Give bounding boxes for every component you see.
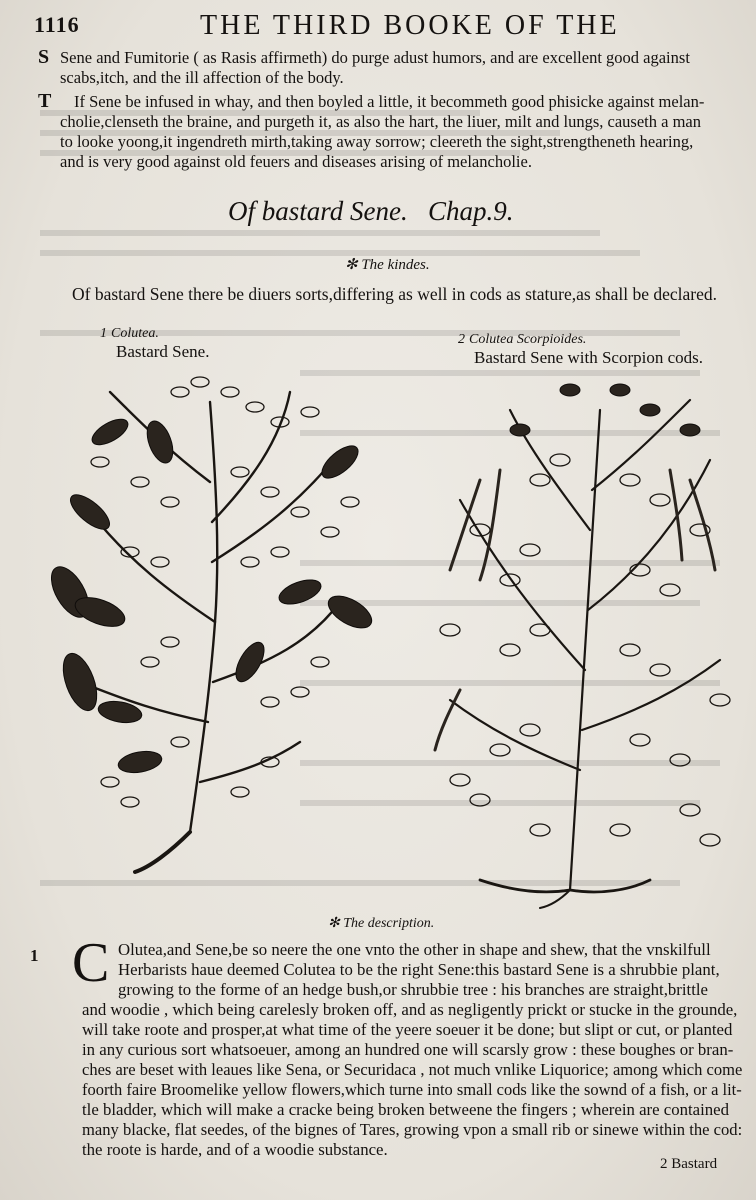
description-line: many blacke, flat seedes, of the bignes of Tares, growing vpon a small rib or sinewe within the cod: [82, 1120, 743, 1139]
description-line: tle bladder, which will make a cracke being broken betweene the fingers ; wherein are contained [82, 1100, 729, 1119]
margin-letter-t: T [38, 90, 52, 112]
asterisk-icon: ✻ [345, 257, 358, 273]
figure-1-latin: Colutea. [111, 326, 159, 341]
description-line: in any curious sort whatsoeuer, among an hundred one will scarsly grow : these boughes or bran- [82, 1040, 734, 1059]
page-number: 1116 [34, 12, 80, 37]
figure-2-number: 2 [458, 332, 465, 347]
drop-cap: C [72, 932, 110, 994]
figure-1-name: Bastard Sene. [116, 342, 210, 361]
woodcut-colutea-scorpioides [420, 370, 740, 910]
description-line: Olutea,and Sene,be so neere the one vnto the other in shape and shew, that the vnskilfull [118, 940, 711, 959]
description-line: ches are beset with leaues like Sena, or Securidaca , not much vnlike Liquorice; among which come [82, 1060, 743, 1079]
chapter-heading [228, 196, 514, 227]
kindes-text: Of bastard Sene there be diuers sorts,differing as well in cods as stature,as shall be declared. [72, 284, 718, 304]
description-line: Herbarists haue deemed Colutea to be the right Sene:this bastard Sene is a shrubbie plant, [118, 960, 720, 979]
section-t-line: to looke yoong,it ingendreth mirth,taking away sorrow; cleereth the sight,strengtheneth hearing, [60, 132, 694, 151]
woodcut-colutea [40, 362, 390, 892]
description-line: and woodie , which being carelesly broken off, and as negligently prickt or stucke in the grounde, [82, 1000, 738, 1019]
figure-2-caption [458, 330, 586, 348]
section-s-line: Sene and Fumitorie ( as Rasis affirmeth) do purge adust humors, and are excellent good against [60, 48, 690, 67]
section-t-line: and is very good against old feuers and diseases arising of melancholie. [60, 152, 532, 171]
description-line: the roote is harde, and of a woodie substance. [82, 1140, 388, 1159]
kindes-heading: ✻ The kindes. [345, 257, 430, 273]
asterisk-icon: ✻ [328, 916, 340, 931]
description-marker: 1 [30, 946, 39, 965]
margin-letter-s: S [38, 46, 50, 68]
figure-1-number: 1 [100, 326, 107, 341]
chapter-title: Of bastard Sene. [228, 196, 408, 226]
description-line: will take roote and prosper,at what time of the yeere soeuer it be done; but slipt or cut, or planted [82, 1020, 733, 1039]
section-t-line: If Sene be infused in whay, and then boyled a little, it becommeth good phisicke against melan- [74, 92, 705, 111]
running-title: THE THIRD BOOKE OF THE [200, 10, 620, 41]
section-s-line: scabs,itch, and the ill affection of the body. [60, 68, 344, 87]
figure-2-name: Bastard Sene with Scorpion cods. [474, 348, 703, 367]
chapter-number: Chap.9. [427, 196, 514, 226]
catchword: 2 Bastard [660, 1156, 718, 1172]
figure-2-latin: Colutea Scorpioides. [469, 332, 587, 347]
section-t-line: cholie,clenseth the braine, and purgeth it, as also the hart, the liuer, milt and lungs, causeth a man [60, 112, 701, 131]
description-heading: ✻ The description. [328, 916, 435, 931]
description-line: growing to the forme of an hedge bush,or shrubbie tree : his branches are straight,brittle [118, 980, 708, 999]
description-line: foorth faire Broomelike yellow flowers,which turne into small cods like the sownd of a fish, or a lit- [82, 1080, 742, 1099]
figure-1-caption [100, 324, 159, 342]
